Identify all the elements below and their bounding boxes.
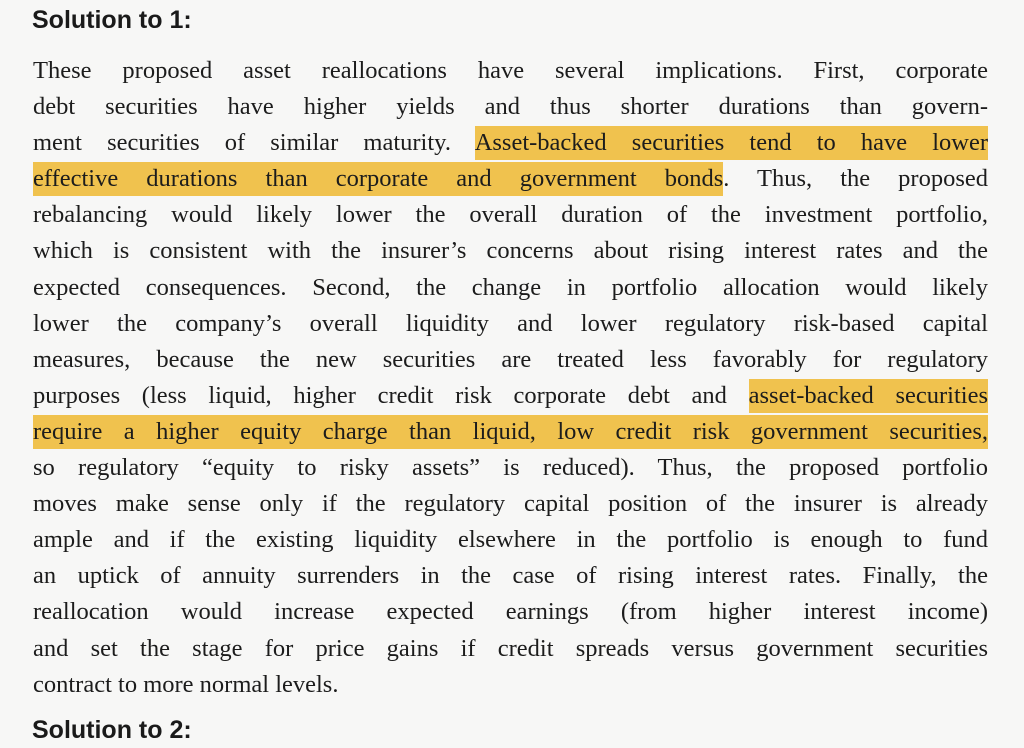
plain-text: lower the company’s overall liquidity and lower regulatory risk-based capital xyxy=(33,309,988,337)
plain-text: . Thus, the proposed xyxy=(723,165,988,193)
paragraph-line xyxy=(33,197,988,233)
paragraph-line xyxy=(33,667,988,703)
plain-text: purposes (less liquid, higher credit risk corporate debt and xyxy=(33,381,749,409)
plain-text: ment securities of similar maturity. xyxy=(33,129,475,157)
highlighted-text: effective durations than corporate and government bonds xyxy=(33,162,723,196)
paragraph-line xyxy=(33,450,988,486)
paragraph-line xyxy=(33,233,988,269)
paragraph-line xyxy=(33,342,988,378)
plain-text: so regulatory “equity to risky assets” is reduced). Thus, the proposed portfolio xyxy=(33,454,988,482)
paragraph-line xyxy=(33,414,988,450)
paragraph-line xyxy=(33,631,988,667)
paragraph-line xyxy=(33,486,988,522)
paragraph-line xyxy=(33,53,988,89)
paragraph-line xyxy=(33,161,988,197)
plain-text: contract to more normal levels. xyxy=(33,670,339,698)
next-section-heading-partial xyxy=(32,712,192,744)
plain-text: measures, because the new securities are treated less favorably for regulatory xyxy=(33,345,988,373)
plain-text: reallocation would increase expected earnings (from higher interest income) xyxy=(33,598,988,626)
paragraph-line xyxy=(33,558,988,594)
paragraph-line xyxy=(33,378,988,414)
plain-text: moves make sense only if the regulatory capital position of the insurer is already xyxy=(33,490,988,518)
paragraph-line xyxy=(33,89,988,125)
plain-text: debt securities have higher yields and thus shorter durations than govern- xyxy=(33,93,988,121)
plain-text: ample and if the existing liquidity elsewhere in the portfolio is enough to fund xyxy=(33,526,988,554)
plain-text: rebalancing would likely lower the overall duration of the investment portfolio, xyxy=(33,201,988,229)
paragraph-line xyxy=(33,306,988,342)
plain-text: which is consistent with the insurer’s concerns about rising interest rates and the xyxy=(33,237,988,265)
highlighted-text: require a higher equity charge than liquid, low credit risk government securities, xyxy=(33,415,988,449)
plain-text: and set the stage for price gains if credit spreads versus government securities xyxy=(33,634,988,662)
solution-paragraph xyxy=(33,53,988,703)
plain-text: expected consequences. Second, the change in portfolio allocation would likely xyxy=(33,273,988,301)
paragraph-line xyxy=(33,522,988,558)
highlighted-text: asset-backed securities xyxy=(749,379,988,413)
paragraph-line xyxy=(33,125,988,161)
plain-text: an uptick of annuity surrenders in the case of rising interest rates. Finally, the xyxy=(33,562,988,590)
paragraph-line xyxy=(33,270,988,306)
section-heading: Solution to 1: xyxy=(32,6,192,34)
plain-text: These proposed asset reallocations have several implications. First, corporate xyxy=(33,57,988,84)
next-heading-text: Solution to 2: xyxy=(32,716,192,744)
highlighted-text: Asset-backed securities tend to have lower xyxy=(475,126,988,160)
paragraph-line xyxy=(33,594,988,630)
